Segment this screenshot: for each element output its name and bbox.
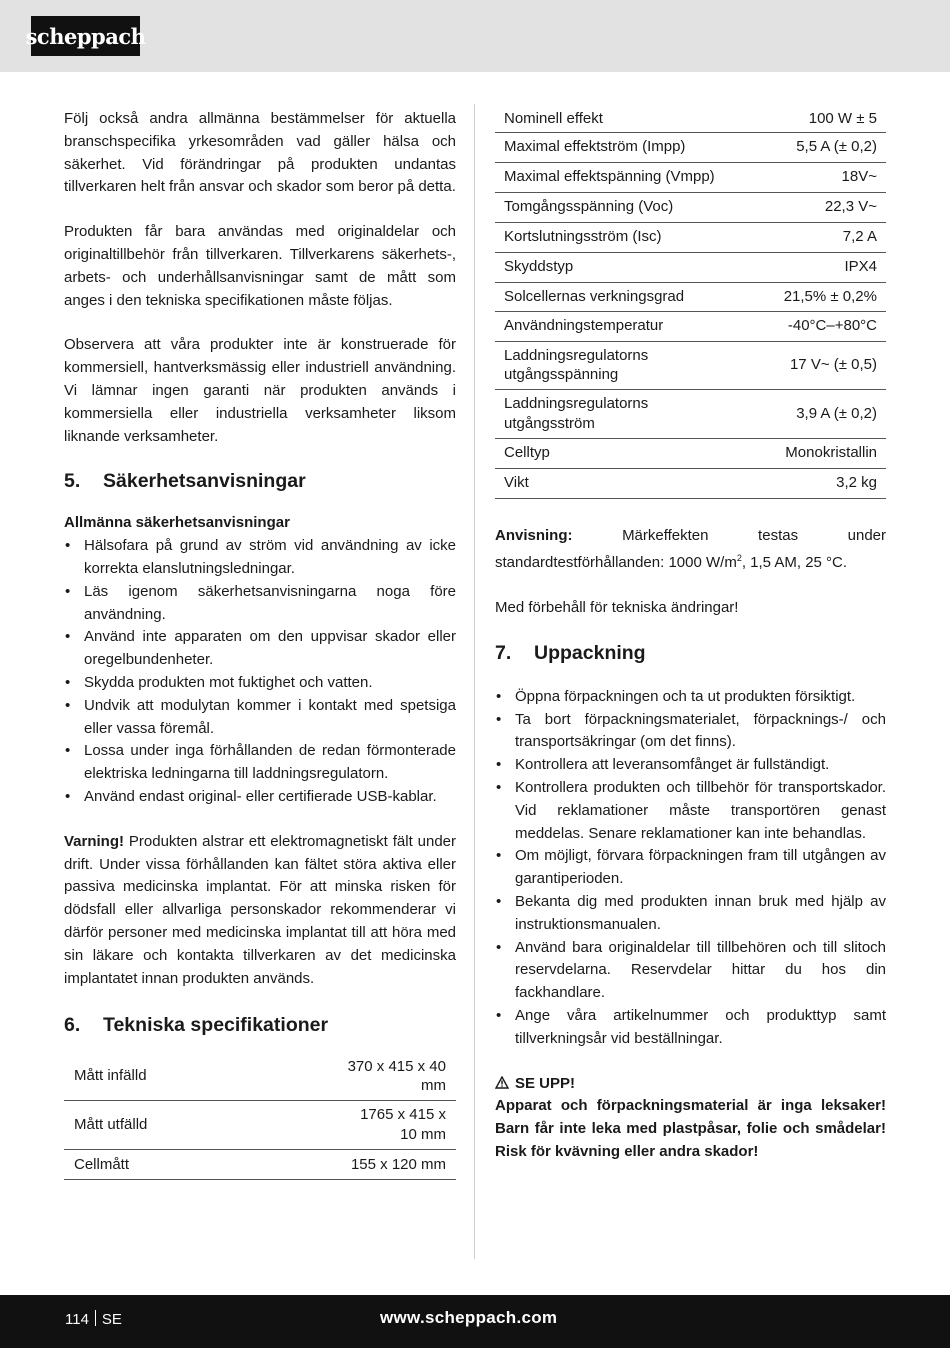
section-6-heading (64, 1012, 456, 1038)
list-item: • Lossa under inga förhållanden de redan förmonterade elektriska ledningarna till laddningsregulatorn. (64, 740, 456, 786)
spec-value: 5,5 A (± 0,2) (758, 132, 886, 162)
list-item: • Undvik att modulytan kommer i kontakt med spetsiga eller vassa föremål. (64, 695, 456, 741)
intro-paragraph: Observera att våra produkter inte är konstruerade för kommersiell, hantverksmässig eller industriell användning. Vi lämnar ingen garanti när produkten används i kommersiella eller industriella verksamheter liksom liknande verksamheter. (64, 336, 456, 445)
footer-separator (95, 1310, 96, 1326)
table-row (495, 132, 886, 162)
warning-paragraph (64, 831, 456, 991)
list-item: • Ange våra artikelnummer och produkttyp samt tillverkningsår vid beställningar. (495, 1005, 886, 1051)
header-band (0, 0, 950, 72)
left-column (64, 108, 456, 1180)
spec-label-line: Laddningsregulatorns (504, 395, 649, 412)
spec-value: -40°C–+80°C (758, 311, 886, 341)
table-row (495, 282, 886, 311)
list-item: • Skydda produkten mot fuktighet och vatten. (64, 672, 456, 695)
spec-label: Cellmått (64, 1149, 237, 1179)
right-column (495, 106, 886, 1164)
list-item: • Bekanta dig med produkten innan bruk med hjälp av instruktionsmanualen. (495, 891, 886, 937)
spec-value-line: 10 mm (400, 1125, 446, 1143)
list-item: • Använd inte apparaten om den uppvisar skador eller oregelbundenheter. (64, 626, 456, 672)
spec-value (237, 1052, 456, 1100)
spec-label: Användningstemperatur (495, 311, 758, 341)
table-row (495, 341, 886, 389)
caution-heading (495, 1073, 886, 1096)
column-divider (474, 104, 475, 1259)
table-row (495, 252, 886, 282)
section-number: 7. (495, 641, 512, 664)
spec-label (495, 341, 758, 389)
safety-subheading: Allmänna säkerhetsanvisningar (64, 514, 290, 532)
page-indicator (65, 1310, 122, 1328)
spec-value: 18V~ (758, 162, 886, 192)
table-row (64, 1100, 456, 1149)
table-row (495, 222, 886, 252)
spec-value (237, 1100, 456, 1149)
list-item: • Använd bara originaldelar till tillbehören och till slitoch reservdelarna. Reservdelar hittar du hos din fackhandlare. (495, 937, 886, 1005)
table-row (495, 106, 886, 132)
spec-value: 3,9 A (± 0,2) (758, 389, 886, 438)
spec-value: 7,2 A (758, 222, 886, 252)
page-number: 114 (65, 1311, 89, 1328)
spec-label: Kortslutningsström (Isc) (495, 222, 758, 252)
spec-value: 155 x 120 mm (237, 1149, 456, 1179)
section-5-heading (64, 468, 456, 494)
warning-text: Produkten alstrar ett elektromagnetiskt fält under drift. Under vissa förhållanden kan fältet störa aktiva eller passiva medicinska implantat. För att minska risken för dödsfall eller allvarliga personskador rekommenderar vi därför personer med medicinska implantat till att höra med sin läkare och kontakta tillverkaren av det medicinska implantatet innan produkten används. (64, 832, 456, 987)
spec-value-line: mm (421, 1077, 446, 1095)
spec-label-line: Laddningsregulatorns (504, 346, 649, 364)
website-url: www.scheppach.com (380, 1308, 558, 1327)
spec-label: Mått utfälld (64, 1100, 237, 1149)
reservation-text: Med förbehåll för tekniska ändringar! (495, 599, 739, 617)
spec-value: Monokristallin (758, 438, 886, 468)
list-item: • Öppna förpackningen och ta ut produkten försiktigt. (495, 686, 886, 709)
note-text: Märkeffekten testas under standardtestförhållanden: 1000 W/m (495, 526, 886, 572)
table-row (495, 192, 886, 222)
dimensions-table (64, 1052, 456, 1180)
footer-band (0, 1295, 950, 1348)
section-number: 6. (64, 1014, 81, 1037)
specs-table (495, 106, 886, 499)
note-label: Anvisning: (495, 526, 573, 544)
spec-label: Nominell effekt (495, 106, 758, 132)
table-row (495, 162, 886, 192)
list-item: • Hälsofara på grund av ström vid användning av icke korrekta elanslutningsledningar. (64, 535, 456, 581)
spec-label: Mått infälld (64, 1052, 237, 1100)
note-paragraph (495, 525, 886, 576)
list-item: • Kontrollera produkten och tillbehör för transportskador. Vid reklamationer måste transportören genast meddelas. Senare reklamationer kan inte behandlas. (495, 777, 886, 845)
list-item: • Ta bort förpackningsmaterialet, förpacknings-/ och transportsäkringar (om det finns). (495, 709, 886, 755)
safety-list (64, 535, 456, 809)
section-title: Säkerhetsanvisningar (103, 470, 306, 493)
intro-paragraph: Produkten får bara användas med originaldelar och originaltillbehör från tillverkaren. Tillverkarens säkerhets-, arbets- och underhållsanvisningar samt de mått som anges i den tekniska specifikationen måste följas. (64, 223, 456, 309)
note-superscript: 2 (736, 553, 742, 564)
list-item: • Läs igenom säkerhetsanvisningarna noga före användning. (64, 581, 456, 627)
spec-value: 22,3 V~ (758, 192, 886, 222)
intro-paragraph: Följ också andra allmänna bestämmelser för aktuella branschspecifika yrkesområden vad gäller hälsa och säkerhet. Vid förändringar på produkten undantas tillverkaren helt från ansvar och skador som beror på detta. (64, 110, 456, 196)
spec-label-line: utgångsspänning (504, 366, 619, 383)
spec-label: Solcellernas verkningsgrad (495, 282, 758, 311)
note-text: , 1,5 AM, 25 °C. (741, 554, 848, 572)
unpacking-list (495, 686, 886, 1051)
spec-value: 3,2 kg (758, 468, 886, 498)
table-row (495, 468, 886, 498)
spec-label (495, 389, 758, 438)
spec-label: Skyddstyp (495, 252, 758, 282)
caution-text: Apparat och förpackningsmaterial är inga leksaker! Barn får inte leka med plastpåsar, folie och smådelar! Risk för kvävning eller andra skador! (495, 1097, 886, 1161)
spec-value: 17 V~ (± 0,5) (758, 341, 886, 389)
spec-label: Tomgångsspänning (Voc) (495, 192, 758, 222)
language-code: SE (101, 1311, 122, 1328)
spec-value: 100 W ± 5 (758, 106, 886, 132)
list-item: • Om möjligt, förvara förpackningen fram till utgången av garantiperioden. (495, 845, 886, 891)
logo-text: scheppach (25, 23, 146, 49)
section-7-heading (495, 640, 886, 666)
table-row (64, 1052, 456, 1100)
spec-label: Celltyp (495, 438, 758, 468)
table-row (495, 438, 886, 468)
table-row (495, 389, 886, 438)
spec-value-line: 370 x 415 x 40 (347, 1057, 446, 1075)
warning-triangle-icon (495, 1076, 509, 1089)
section-title: Uppackning (534, 641, 646, 664)
table-row (64, 1149, 456, 1179)
caution-title: SE UPP! (515, 1074, 576, 1092)
spec-value: IPX4 (758, 252, 886, 282)
spec-value: 21,5% ± 0,2% (758, 282, 886, 311)
spec-label-line: utgångsström (504, 414, 595, 432)
warning-label: Varning! (64, 832, 125, 850)
brand-logo (25, 16, 146, 56)
spec-label: Vikt (495, 468, 758, 498)
list-item: • Kontrollera att leveransomfånget är fullständigt. (495, 754, 886, 777)
spec-label: Maximal effektström (Impp) (495, 132, 758, 162)
section-title: Tekniska specifikationer (103, 1014, 329, 1037)
section-number: 5. (64, 470, 81, 493)
table-row (495, 311, 886, 341)
spec-label: Maximal effektspänning (Vmpp) (495, 162, 758, 192)
spec-value-line: 1765 x 415 x (360, 1106, 446, 1124)
list-item: • Använd endast original- eller certifierade USB-kablar. (64, 786, 456, 809)
